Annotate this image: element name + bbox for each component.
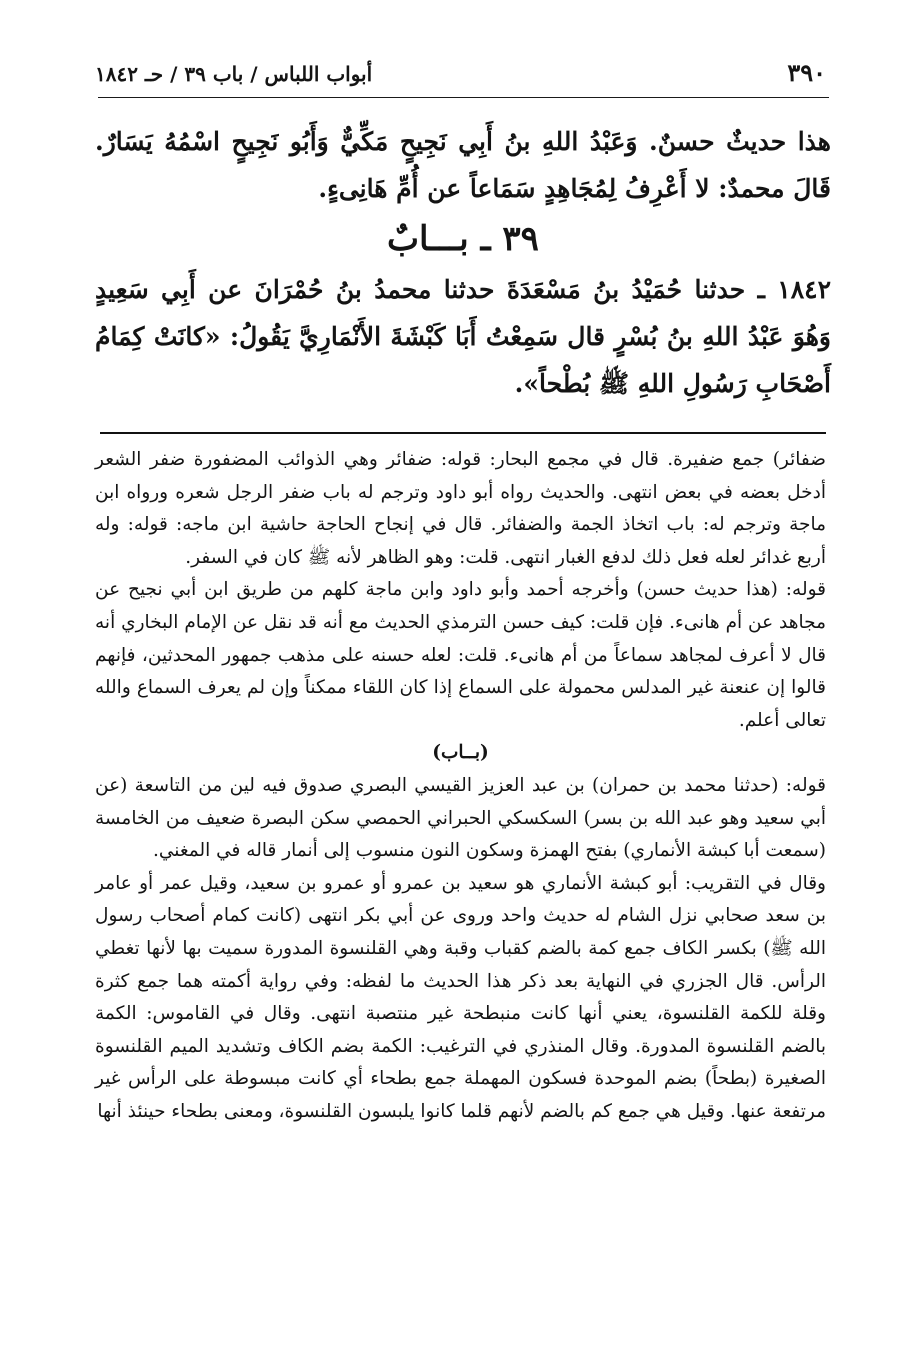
commentary-subheading: (بــاب) [432,742,489,764]
commentary-section [95,444,826,1128]
commentary-paragraph-2: قوله: (هذا حديث حسن) وأخرجه أحمد وأبو داود وابن ماجة كلهم من طريق ابن أبي نجيح عن مجاهد عن أم هانىء. فإن قلت: كيف حسن الترمذي الحديث مع أنه قد نقل عن الإمام البخاري أنه قال لا أعرف لمجاهد سماعاً من أم هانىء. قلت: لعله حسنه على مذهب جمهور المحدثين، فإنهم قالوا إن عنعنة غير المدلس محمولة على السماع إذا كان اللقاء ممكناً وإن لم يعرف السماع والله تعالى أعلم. [95,579,826,731]
commentary-paragraph-3: قوله: (حدثنا محمد بن حمران) بن عبد العزيز القيسي البصري صدوق فيه لين من التاسعة (عن أبي سعيد وهو عبد الله بن بسر) السكسكي الحبراني الحمصي سكن البصرة ضعيف من الخامسة (سمعت أبا كبشة الأنماري) بفتح الهمزة وسكون النون منسوب إلى أنمار قاله في المغني. [95,774,826,862]
opening-paragraph: هذا حديثٌ حسنٌ. وَعَبْدُ اللهِ بنُ أَبِي نَجِيحٍ مَكِّيٌّ وَأَبُو نَجِيحٍ اسْمُهُ يَسَارٌ. قَالَ محمدٌ: لا أَعْرِفُ لِمُجَاهِدٍ سَمَاعاً عن أُمِّ هَانِىءٍ. [95,127,831,203]
main-text [95,118,831,407]
hadith-paragraph: ١٨٤٢ ـ حدثنا حُمَيْدُ بنُ مَسْعَدَةَ حدثنا محمدُ بنُ حُمْرَانَ عن أَبِي سَعِيدٍ وَهُوَ عَبْدُ اللهِ بنُ بُسْرٍ قال سَمِعْتُ أَبَا كَبْشَةَ الأَنْمَارِيَّ يَقُولُ: «كانَتْ كِمَامُ أَصْحَابِ رَسُولِ اللهِ ﷺ بُطْحاً». [95,275,831,398]
footnote-separator [100,432,826,434]
running-title: أبواب اللباس / باب ٣٩ / حـ ١٨٤٢ [95,62,373,86]
page-header [95,58,826,98]
page-number: ٣٩٠ [787,58,826,87]
header-rule [98,97,829,98]
chapter-heading: ٣٩ ـ بـــابٌ [387,219,539,259]
commentary-paragraph-1: ضفائر) جمع ضفيرة. قال في مجمع البحار: قوله: ضفائر وهي الذوائب المضفورة ضفر الشعر أدخل بعضه في بعض انتهى. والحديث رواه أبو داود وترجم له باب ضفر الرجل شعره ورواه ابن ماجة وترجم له: باب اتخاذ الجمة والضفائر. قال في إنجاح الحاجة حاشية ابن ماجه: قوله: وله أربع غدائر لعله فعل ذلك لدفع الغبار انتهى. قلت: وهو الظاهر لأنه ﷺ كان في السفر. [95,449,826,568]
commentary-paragraph-4: وقال في التقريب: أبو كبشة الأنماري هو سعيد بن عمرو أو عمرو بن سعيد، وقيل عمر أو عامر بن سعد صحابي نزل الشام له حديث واحد وروى عن أبي بكر انتهى (كانت كمام أصحاب رسول الله ﷺ) بكسر الكاف جمع كمة بالضم كقباب وقبة وهي القلنسوة المدورة سميت بها لأنها تغطي الرأس. قال الجزري في النهاية بعد ذكر هذا الحديث ما لفظه: وفي رواية أكمته هما جمع كثرة وقلة للكمة القلنسوة، يعني أنها كانت منبطحة غير منتصبة انتهى. وقال في القاموس: الكمة بالضم القلنسوة المدورة. وقال المنذري في الترغيب: الكمة بضم الكاف وتشديد الميم القلنسوة الصغيرة (بطحاً) بضم الموحدة فسكون المهملة جمع بطحاء أي كانت مبسوطة على الرأس غير مرتفعة عنها. وقيل هي جمع كم بالضم لأنهم قلما كانوا يلبسون القلنسوة، ومعنى بطحاء حينئذ أنها [95,872,826,1122]
